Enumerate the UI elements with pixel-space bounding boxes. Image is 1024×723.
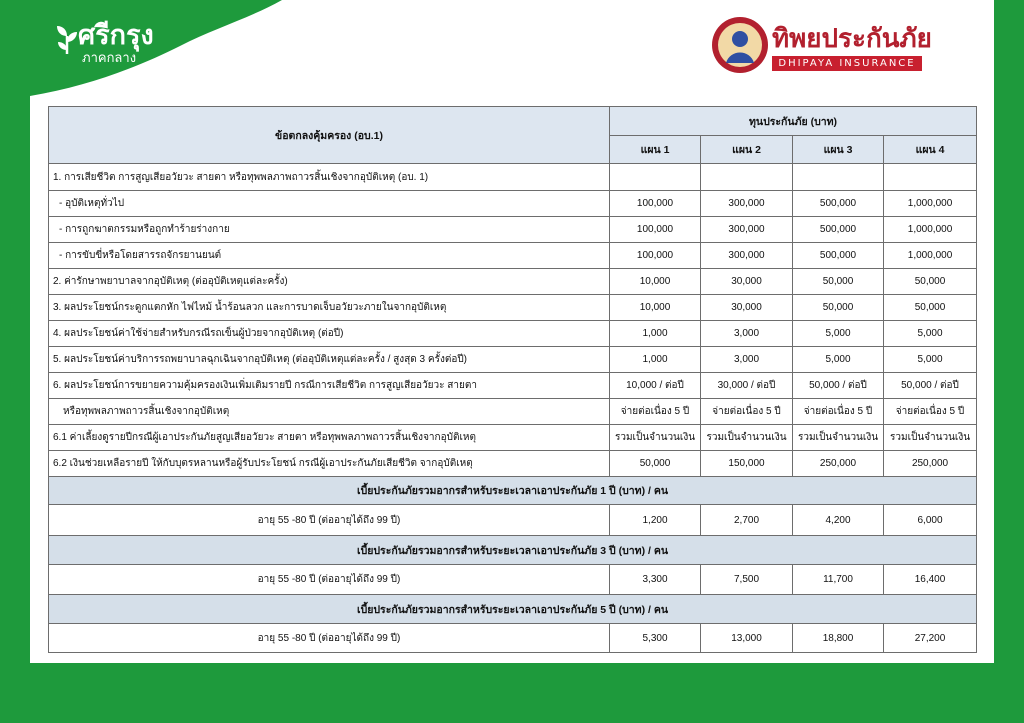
green-border-right [994,0,1024,723]
coverage-value: 150,000 [701,451,793,477]
coverage-value: 100,000 [610,217,701,243]
coverage-value: จ่ายต่อเนื่อง 5 ปี [793,399,884,425]
premium-value: 27,200 [884,624,977,653]
sum-insured-header: ทุนประกันภัย (บาท) [610,107,977,136]
coverage-value: 3,000 [701,321,793,347]
coverage-value: 1,000,000 [884,217,977,243]
table-row [49,295,977,321]
table-row [49,347,977,373]
premium-value: 11,700 [793,565,884,595]
coverage-value: 250,000 [793,451,884,477]
coverage-label: 6.1 ค่าเลี้ยงดูรายปีกรณีผู้เอาประกันภัยสูญเสียอวัยวะ สายตา หรือทุพพลภาพถาวรสิ้นเชิงจากอุบัติเหตุ [49,425,610,451]
premium-title: เบี้ยประกันภัยรวมอากรสำหรับระยะเวลาเอาประกันภัย 3 ปี (บาท) / คน [49,536,977,565]
coverage-value: 500,000 [793,191,884,217]
coverage-value: 5,000 [884,347,977,373]
coverage-value: 1,000,000 [884,191,977,217]
coverage-value [793,164,884,191]
table-row [49,269,977,295]
coverage-label: 3. ผลประโยชน์กระดูกแตกหัก ไฟไหม้ น้ำร้อนลวก และการบาดเจ็บอวัยวะภายในจากอุบัติเหตุ [49,295,610,321]
coverage-value [610,164,701,191]
green-footer-band [0,663,1024,723]
table-row [49,425,977,451]
plan-header: แผน 4 [884,136,977,164]
coverage-value: 5,000 [793,347,884,373]
table-row [49,321,977,347]
coverage-value [884,164,977,191]
table-row [49,399,977,425]
plan-header: แผน 1 [610,136,701,164]
coverage-value: รวมเป็นจำนวนเงิน [610,425,701,451]
premium-section-header [49,536,977,565]
coverage-table [48,106,977,653]
premium-row [49,505,977,536]
coverage-label: 6. ผลประโยชน์การขยายความคุ้มครองเงินเพิ่มเติมรายปี กรณีการเสียชีวิต การสูญเสียอวัยวะ สายตา [49,373,610,399]
coverage-value: 1,000 [610,347,701,373]
coverage-value: จ่ายต่อเนื่อง 5 ปี [701,399,793,425]
age-label: อายุ 55 -80 ปี (ต่ออายุได้ถึง 99 ปี) [49,565,610,595]
coverage-value: 3,000 [701,347,793,373]
sprout-icon [56,24,78,56]
coverage-value: 1,000 [610,321,701,347]
premium-value: 18,800 [793,624,884,653]
premium-value: 4,200 [793,505,884,536]
coverage-value: 10,000 / ต่อปี [610,373,701,399]
premium-value: 16,400 [884,565,977,595]
premium-value: 5,300 [610,624,701,653]
coverage-value: 50,000 [884,295,977,321]
insurer-emblem-icon [710,15,770,75]
coverage-value: 10,000 [610,269,701,295]
table-row [49,451,977,477]
premium-section-header [49,595,977,624]
plan-header: แผน 2 [701,136,793,164]
coverage-value: 1,000,000 [884,243,977,269]
coverage-value: 50,000 / ต่อปี [793,373,884,399]
brand-region: ภาคกลาง [82,51,137,66]
brand-name: ศรีกรุง [78,20,154,51]
brand-logo [0,0,290,110]
coverage-value: 50,000 [793,295,884,321]
coverage-label: - การขับขี่หรือโดยสารรถจักรยานยนต์ [49,243,610,269]
premium-value: 6,000 [884,505,977,536]
table-row [49,217,977,243]
coverage-label: - การถูกฆาตกรรมหรือถูกทำร้ายร่างกาย [49,217,610,243]
coverage-value: 500,000 [793,243,884,269]
coverage-value: 300,000 [701,191,793,217]
coverage-value: รวมเป็นจำนวนเงิน [793,425,884,451]
premium-title: เบี้ยประกันภัยรวมอากรสำหรับระยะเวลาเอาประกันภัย 1 ปี (บาท) / คน [49,477,977,505]
coverage-label: 6.2 เงินช่วยเหลือรายปี ให้กับบุตรหลานหรือผู้รับประโยชน์ กรณีผู้เอาประกันภัยเสียชีวิต จากอุบัติเหตุ [49,451,610,477]
coverage-value: 250,000 [884,451,977,477]
coverage-value: 10,000 [610,295,701,321]
coverage-value [701,164,793,191]
premium-section-header [49,477,977,505]
coverage-label: หรือทุพพลภาพถาวรสิ้นเชิงจากอุบัติเหตุ [49,399,610,425]
coverage-label: 4. ผลประโยชน์ค่าใช้จ่ายสำหรับกรณีรถเข็นผู้ป่วยจากอุบัติเหตุ (ต่อปี) [49,321,610,347]
table-row [49,164,977,191]
coverage-value: 30,000 / ต่อปี [701,373,793,399]
coverage-value: จ่ายต่อเนื่อง 5 ปี [884,399,977,425]
table-row [49,373,977,399]
table-row [49,191,977,217]
coverage-value: 30,000 [701,295,793,321]
premium-value: 13,000 [701,624,793,653]
insurer-name-english: DHIPAYA INSURANCE [772,56,922,71]
coverage-label: 1. การเสียชีวิต การสูญเสียอวัยวะ สายตา หรือทุพพลภาพถาวรสิ้นเชิงจากอุบัติเหตุ (อบ. 1) [49,164,610,191]
premium-value: 1,200 [610,505,701,536]
coverage-header: ข้อตกลงคุ้มครอง (อบ.1) [49,107,610,164]
premium-value: 3,300 [610,565,701,595]
coverage-label: - อุบัติเหตุทั่วไป [49,191,610,217]
coverage-value: 5,000 [884,321,977,347]
coverage-value: 50,000 [884,269,977,295]
table-row [49,243,977,269]
insurer-name-thai: ทิพยประกันภัย [772,24,932,54]
coverage-label: 5. ผลประโยชน์ค่าบริการรถพยาบาลฉุกเฉินจากอุบัติเหตุ (ต่ออุบัติเหตุแต่ละครั้ง / สูงสุด 3 ครั้งต่อปี) [49,347,610,373]
coverage-value: 5,000 [793,321,884,347]
coverage-value: 100,000 [610,191,701,217]
age-label: อายุ 55 -80 ปี (ต่ออายุได้ถึง 99 ปี) [49,505,610,536]
coverage-value: 300,000 [701,217,793,243]
coverage-value: 30,000 [701,269,793,295]
coverage-label: 2. ค่ารักษาพยาบาลจากอุบัติเหตุ (ต่ออุบัติเหตุแต่ละครั้ง) [49,269,610,295]
brand-logo-shape [0,0,290,110]
age-label: อายุ 55 -80 ปี (ต่ออายุได้ถึง 99 ปี) [49,624,610,653]
coverage-value: รวมเป็นจำนวนเงิน [884,425,977,451]
coverage-value: 100,000 [610,243,701,269]
premium-row [49,565,977,595]
premium-value: 2,700 [701,505,793,536]
coverage-value: 300,000 [701,243,793,269]
coverage-value: 50,000 / ต่อปี [884,373,977,399]
coverage-value: 50,000 [610,451,701,477]
coverage-value: 500,000 [793,217,884,243]
coverage-value: จ่ายต่อเนื่อง 5 ปี [610,399,701,425]
plan-header: แผน 3 [793,136,884,164]
premium-title: เบี้ยประกันภัยรวมอากรสำหรับระยะเวลาเอาประกันภัย 5 ปี (บาท) / คน [49,595,977,624]
premium-row [49,624,977,653]
coverage-value: 50,000 [793,269,884,295]
coverage-value: รวมเป็นจำนวนเงิน [701,425,793,451]
premium-value: 7,500 [701,565,793,595]
